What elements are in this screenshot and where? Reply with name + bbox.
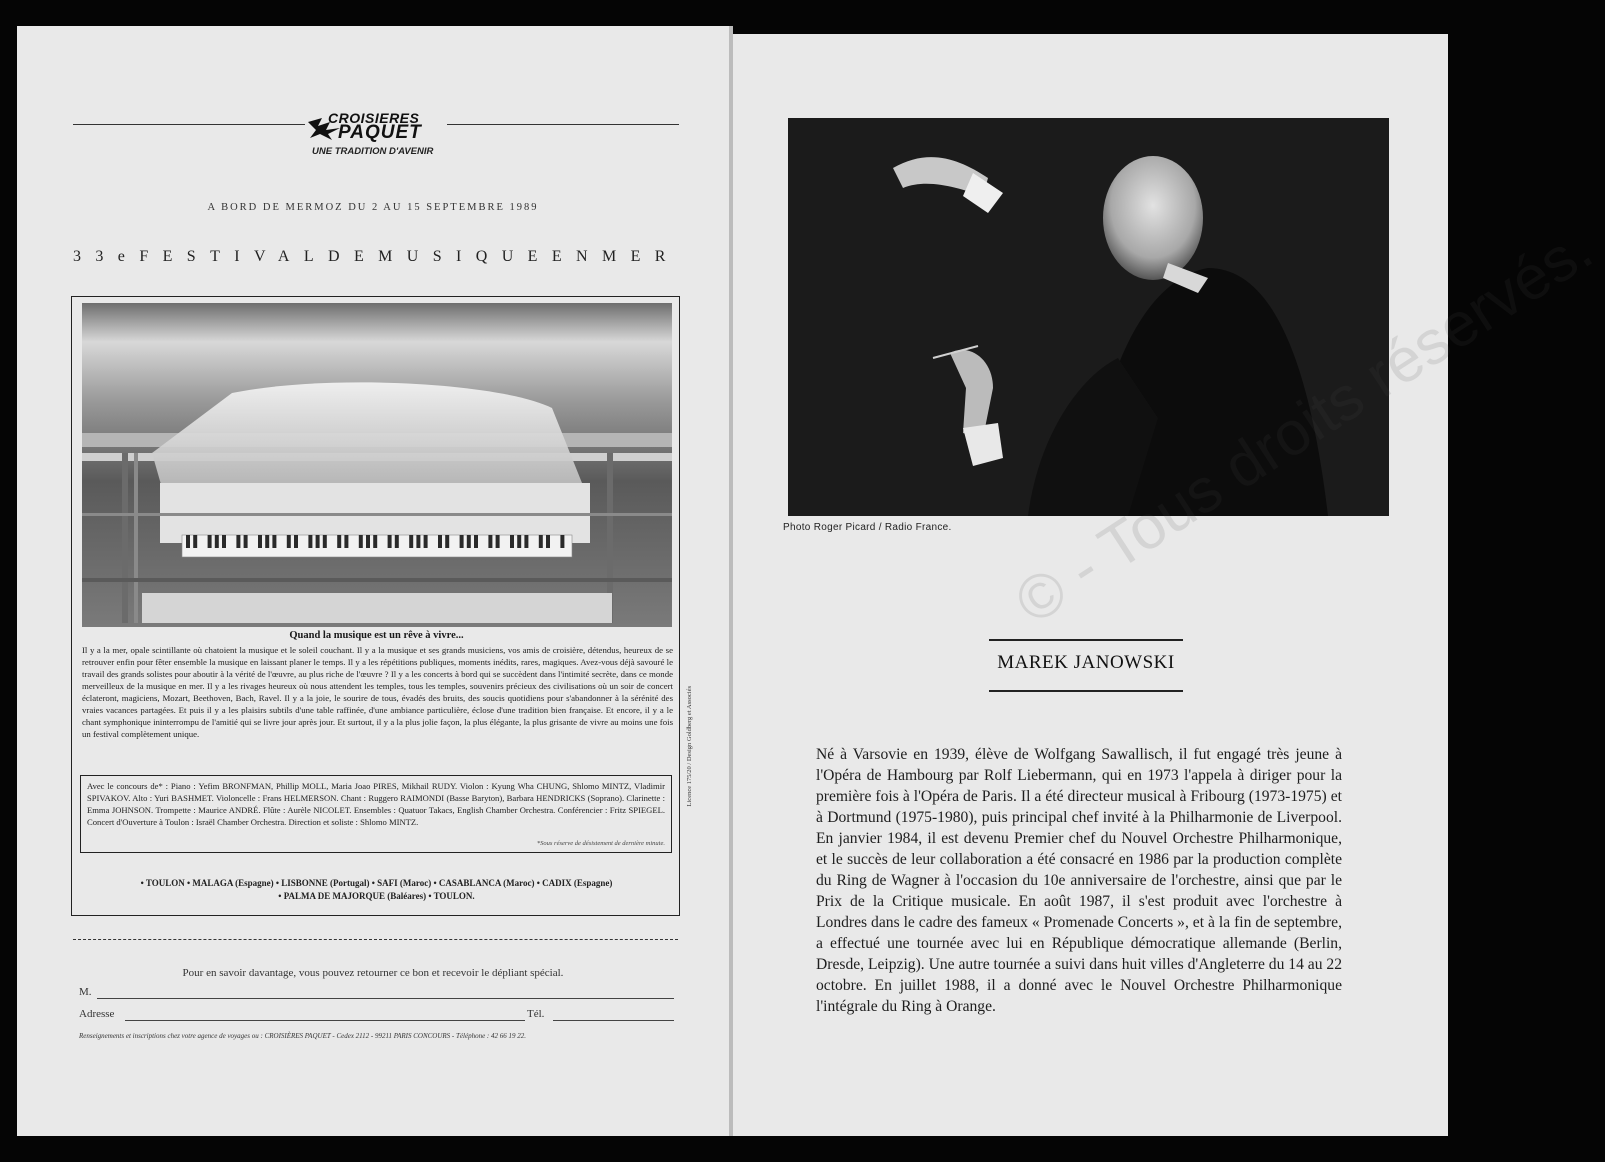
cruise-route	[72, 877, 681, 903]
artists-list: Avec le concours de* : Piano : Yefim BRONFMAN, Phillip MOLL, Maria Joao PIRES, Mikhail RUDY. Violon : Kyung Wha CHUNG, Shlomo MINTZ, Vladimir SPIVAKOV. Alto : Yuri BASHMET. Violoncelle : Frans HELMERSON. Chant : Ruggero RAIMONDI (Basse Baryton), Barbara HENDRICKS (Soprano). Clarinette : Emma JOHNSON. Trompette : Maurice ANDRÉ. Flûte : Aurèle NICOLET. Ensembles : Quatuor Takacs, English Chamber Orchestra. Conférencier : Fritz SPIEGEL. Concert d'Ouverture à Toulon : Israël Chamber Orchestra. Direction et soliste : Shlomo MINTZ.	[87, 781, 665, 827]
biography: Né à Varsovie en 1939, élève de Wolfgang Sawallisch, il fut engagé très jeune à l'Opéra de Hambourg par Rolf Liebermann, qui en 1973 l'appela à diriger pour la première fois à l'Opéra de Paris. Il a été directeur musical à Fribourg (1973-1975) et à Dortmund (1975-1980), puis principal chef invité à la Philharmonie de Liverpool. En janvier 1984, il est devenu Premier chef du Nouvel Orchestre Philharmonique, et le succès de leur collaboration a été consacré en 1986 par la production complète du Ring de Wagner à l'occasion du 10e anniversaire de l'orchestre, ainsi que par le Prix de la Critique musicale. En août 1987, il s'est produit avec l'orchestre à Londres dans le cadre des fameux « Promenade Concerts », et à la fin de septembre, a effectué une tournée avec lui en République démocratique allemande (Berlin, Dresde, Leipzig). Une autre tournée a suivi dans huit villes d'Angleterre du 14 au 22 octobre. En juillet 1988, il a donné avec le Nouvel Orchestre Philharmonique l'intégrale du Ring à Orange.	[816, 746, 1342, 1015]
festival-title-word: MUSIQUE	[378, 248, 552, 265]
ad-body-text: Il y a la mer, opale scintillante où chatoient la musique et le soleil couchant. Il y a la musique et ses grands musiciens, vos amis de croisière, détendus, heureux de se retrouver enfin pour fêter ensemble la musique en laissant planer le temps. Il y a les répétitions publiques, moments inédits, rares, magiques. Avez-vous déjà savouré le travail des grands solistes pour aboutir à la vérité de l'œuvre, au plus riche de l'œuvre ? Il y a les concerts à bord qui se succèdent dans l'intimité secrète, dans ce monde merveilleux de la musique en mer. Il y a les rivages heureux où nous attendent les temples, tous les temples, souvenirs précieux des civilisations où un soir de concert éclateront, magiciens, Mozart, Beethoven, Bach, Ravel. Il y a la joie, le sourire de tous, évadés des bruits, des soucis quotidiens pour s'abandonner à la sérénité des vraies vacances partagées. Et puis il y a les plaisirs subtils d'une table raffinée, d'une ambiance particulière, éclose d'une tradition bien française. Et encore, il y a le chant symphonique ininterrompu de l'amitié qui se livre jour après jour. Et surtout, il y a la plus jolie façon, la plus élégante, la plus grisante de vivre au moins une fois un festival complètement unique.	[82, 645, 673, 739]
artists-note: *Sous réserve de désistement de dernière minute.	[536, 840, 665, 847]
licence-text: Licence 175/20 / Design Goldberg et Associés	[686, 686, 693, 807]
name-field-label: M.	[79, 986, 92, 998]
left-page	[17, 26, 729, 1136]
booking-footer: Renseignements et inscriptions chez votre agence de voyages ou : CROISIÈRES PAQUET - Cedex 2112 - 99211 PARIS CONCOURS - Téléphone : 42 66 19 22.	[79, 1032, 527, 1040]
conductor-photo	[788, 118, 1389, 516]
address-field-label: Adresse	[79, 1008, 115, 1020]
route-line-2: • PALMA DE MAJORQUE (Baléares) • TOULON.	[278, 891, 475, 901]
address-field[interactable]	[79, 1008, 674, 1024]
copyright-watermark: © - Tous réservés.	[1003, 214, 1605, 638]
festival-title-word: 33e	[73, 248, 140, 265]
artists-box	[80, 775, 672, 853]
name-rule-bottom	[989, 690, 1183, 692]
name-field[interactable]	[79, 986, 674, 1002]
festival-title-word: MER	[602, 248, 680, 265]
festival-title-word: EN	[551, 248, 602, 265]
header-rule-right	[447, 124, 679, 125]
logo-tagline: UNE TRADITION D'AVENIR	[312, 146, 434, 157]
cruise-dates: A BORD DE MERMOZ DU 2 AU 15 SEPTEMBRE 1989	[207, 202, 539, 213]
festival-title-word: FESTIVAL	[139, 248, 329, 265]
advertisement-box	[71, 296, 680, 916]
photo-credit: Photo Roger Picard / Radio France.	[783, 522, 952, 533]
logo-line1: CROISIERES	[328, 110, 420, 126]
phone-field[interactable]	[553, 1020, 674, 1021]
coupon-intro: Pour en savoir davantage, vous pouvez retourner ce bon et recevoir le dépliant spécial.	[182, 967, 564, 979]
logo-line2: PAQUET	[338, 122, 422, 143]
conductor-name: MAREK JANOWSKI	[997, 652, 1175, 673]
croisieres-paquet-logo	[306, 110, 446, 162]
name-rule-top	[989, 639, 1183, 641]
route-line-1: • TOULON • MALAGA (Espagne) • LISBONNE (Portugal) • SAFI (Maroc) • CASABLANCA (Maroc) • CADIX (Espagne)	[140, 878, 613, 888]
right-page	[733, 34, 1605, 1136]
cut-line	[73, 939, 678, 940]
festival-title-word: DE	[328, 248, 379, 265]
header-rule-left	[73, 124, 305, 125]
phone-field-label: Tél.	[527, 1008, 545, 1020]
ad-headline: Quand la musique est un rêve à vivre...	[289, 630, 464, 641]
glass-piano-photo	[82, 303, 672, 627]
festival-title	[73, 248, 678, 266]
